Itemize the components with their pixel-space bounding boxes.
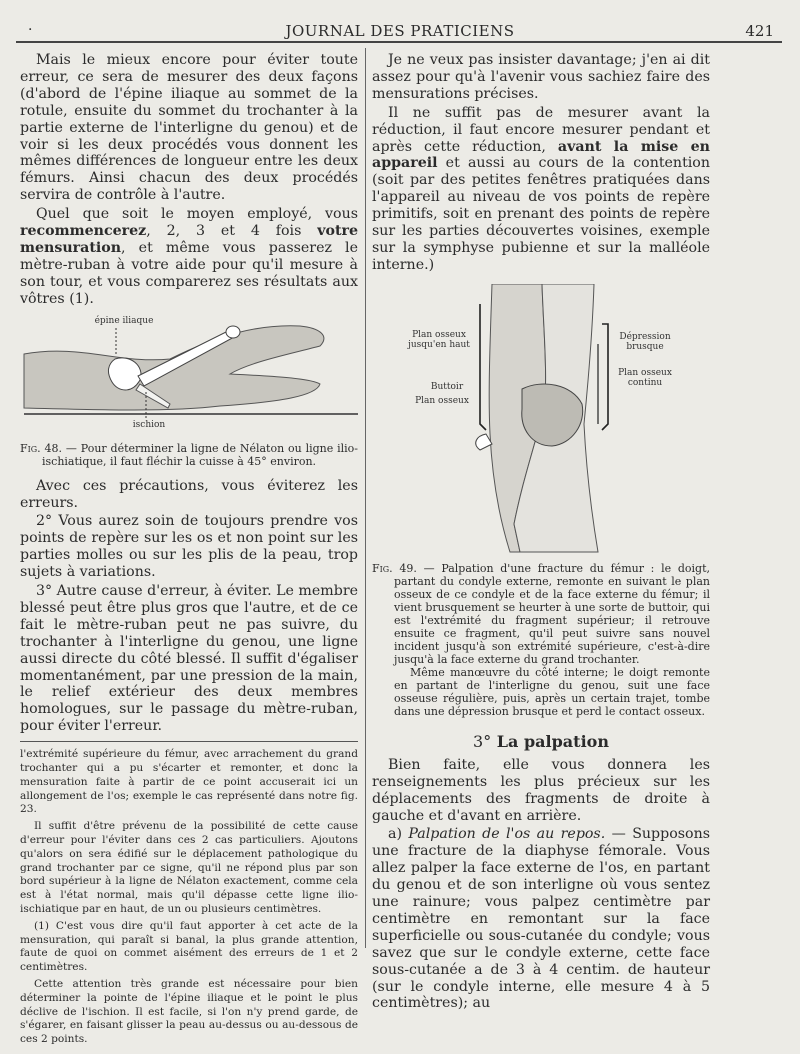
footnote-continued-2: Il suffit d'être prévenu de la possibilité de cette cause d'erreur pour l'éviter dans ces 2 cas particuliers. Ajoutons qu'alors on sera édifié sur le déplacement pathologique du grand trochanter par ce signe, qu'il ne répond plus par son bord supérieur à la ligne de Nélaton exactement, comme cela est à l'état normal, mais qu'il dépasse cette ligne ilio-ischiatique par en haut, de un ou plusieurs centimètres.	[20, 820, 358, 915]
page-number: 421	[745, 22, 774, 40]
figure-48-caption: Fig. 48. — Pour déterminer la ligne de Nélaton ou ligne ilio-ischiatique, il faut fléchir la cuisse à 45° environ.	[20, 441, 359, 468]
section-heading	[372, 732, 710, 751]
bold-mensuration: votre mensuration	[20, 223, 358, 256]
label-ischion: ischion	[132, 419, 166, 430]
label-plan-osseux-haut: Plan osseux jusqu'en haut	[408, 329, 470, 350]
left-paragraph-1: Mais le mieux encore pour éviter toute erreur, ce sera de mesurer des deux façons (d'abord de l'épine iliaque au sommet de la rotule, ensuite du sommet du trochanter à la partie externe de l'interligne du genou) et de voir si les deux procédés vous donnent les mêmes différences de longueur entre les deux fémurs. Ainsi chacun des deux procédés servira de contrôle à l'autre.	[20, 52, 358, 204]
left-paragraph-5: 3° Autre cause d'erreur, à éviter. Le membre blessé peut être plus gros que l'autre, et de ce fait le mètre-ruban peut ne pas suivre, du trochanter à l'interligne du genou, une ligne aussi directe du côté blessé. Il suffit d'égaliser momentanément, par une pression de la main, le relief extérieur des deux membres homologues, sur le passage du mètre-ruban, pour éviter l'erreur.	[20, 583, 358, 735]
label-depression-brusque: Dépression brusque	[619, 331, 671, 352]
section-number: 3°	[473, 731, 492, 751]
footnote-1: (1) C'est vous dire qu'il faut apporter à cet acte de la mensuration, qui paraît si banal, la plus grande attention, faute de quoi on commet aisément des erreurs de 1 et 2 centimètres.	[20, 919, 358, 974]
header-rule	[16, 41, 782, 43]
label-plan-osseux-continu: Plan osseux continu	[618, 367, 672, 388]
column-divider	[365, 48, 366, 948]
footnote-1-continued: Cette attention très grande est nécessaire pour bien déterminer la pointe de l'épine iliaque et le point le plus déclive de l'ischion. Il est facile, si l'on n'y prend garde, de s'égarer, en faisant glisser la peau au-dessus ou au-dessous de ces 2 points.	[20, 977, 358, 1046]
right-paragraph-2: Il ne suffit pas de mesurer avant la réduction, il faut encore mesurer pendant et après cette réduction, avant la mise en appareil et aussi au cours de la contention (soit par des petites fenêtres pratiquées dans l'appareil au niveau de vos points de repère primitifs, soit en prenant des points de repère sur les parties découvertes voisines, exemple sur la symphyse pubienne et sur la malléole interne.)	[372, 104, 710, 273]
footnote-rule	[20, 741, 358, 742]
section-title: La palpation	[496, 731, 609, 751]
left-paragraph-3: Avec ces précautions, vous éviterez les erreurs.	[20, 477, 358, 511]
right-column	[372, 52, 710, 1014]
left-paragraph-2: Quel que soit le moyen employé, vous recommencerez, 2, 3 et 4 fois votre mensuration, et même vous passerez le mètre-ruban à votre aide pour qu'il mesure à son tour, et vous comparerez ses résultats aux vôtres (1).	[20, 206, 358, 307]
label-buttoir: Buttoir	[430, 381, 464, 392]
bold-recommencerez: recommencerez	[20, 223, 147, 240]
label-plan-osseux: Plan osseux	[415, 395, 469, 406]
page-header	[20, 14, 780, 44]
italic-palpation-repos: Palpation de l'os au repos.	[408, 826, 606, 843]
figure-48-illustration	[20, 314, 360, 434]
right-paragraph-1: Je ne veux pas insister davantage; j'en ai dit assez pour qu'à l'avenir vous sachiez faire des mensurations précises.	[372, 52, 710, 102]
figure-49-illustration	[372, 284, 710, 554]
footnote-continued: l'extrémité supérieure du fémur, avec arrachement du grand trochanter qui a pu s'écarter et remonter, et donc la mensuration faite à partir de ce point accuserait ici un allongement de l'os; exemple le cas représenté dans notre fig. 23.	[20, 748, 358, 816]
left-column	[20, 52, 358, 1050]
figure-49-caption-sub: Même manœuvre du côté interne; le doigt remonte en partant de l'interligne du genou, suit une face osseuse régulière, puis, après un certain trajet, tombe dans une dépression brusque et perd le contact osseux.	[394, 665, 710, 718]
figure-49-caption: Fig. 49. — Palpation d'une fracture du fémur : le doigt, partant du condyle externe, remonte en suivant le plan osseux de ce condyle et de la face externe du fémur; il vient brusquement se heurter à une sorte de buttoir, qui est l'extrémité du fragment supérieur; il retrouve ensuite ce fragment, qu'il peut suivre sans nouvel incident jusqu'à son extrémité supérieure, c'est-à-dire jusqu'à la face externe du grand trochanter.	[372, 561, 710, 666]
left-paragraph-4: 2° Vous aurez soin de toujours prendre vos points de repère sur les os et non point sur les parties molles ou sur les plis de la peau, trop sujets à variations.	[20, 513, 358, 581]
journal-title: JOURNAL DES PRATICIENS	[285, 22, 515, 40]
right-paragraph-4: a) Palpation de l'os au repos. — Supposons une fracture de la diaphyse fémorale. Vous allez palper la face externe de l'os, en partant du genou et de son interligne où vous sentez une rainure; vous palpez centimètre par centimètre en remontant sur la face superficielle ou sous-cutanée du condyle; vous savez que sur le condyle externe, cette face sous-cutanée a de 3 à 4 centim. de hauteur (sur le condyle interne, elle mesure 4 à 5 centimètres); au	[372, 826, 710, 1012]
right-paragraph-3: Bien faite, elle vous donnera les renseignements les plus précieux sur les déplacements des fragments de droite à gauche et d'avant en arrière.	[372, 756, 710, 824]
bold-avant-appareil: avant la mise en appareil	[372, 138, 710, 172]
label-epine-iliaque: épine iliaque	[94, 315, 154, 326]
header-mark: ·	[28, 22, 33, 38]
